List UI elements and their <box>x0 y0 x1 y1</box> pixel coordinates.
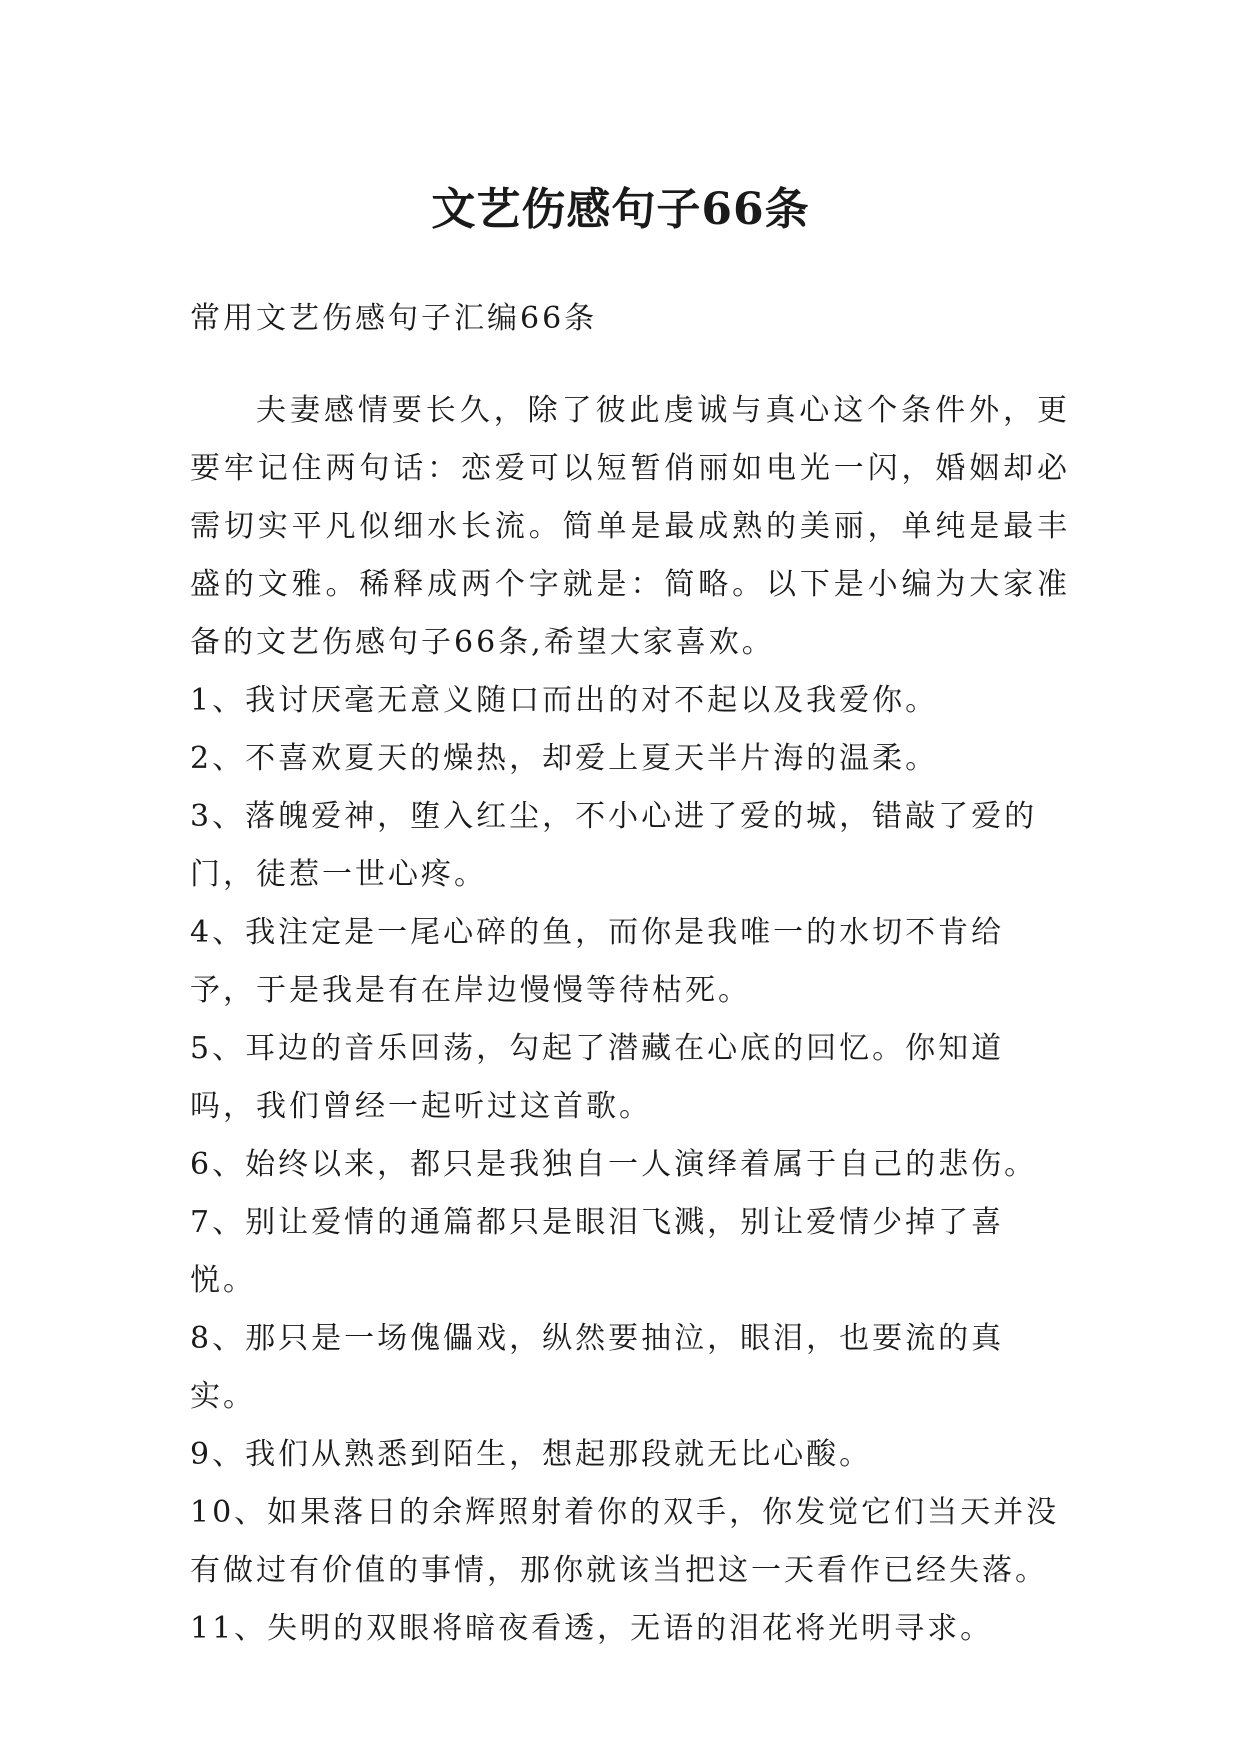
list-item: 8、那只是一场傀儡戏，纵然要抽泣，眼泪，也要流的真实。 <box>190 1321 1005 1414</box>
list-item: 10、如果落日的余辉照射着你的双手，你发觉它们当天并没有做过有价值的事情，那你就该当把这一天看作已经失落。 <box>190 1495 1060 1588</box>
list-item: 5、耳边的音乐回荡，勾起了潜藏在心底的回忆。你知道吗，我们曾经一起听过这首歌。 <box>190 1031 1005 1124</box>
list-item: 1、我讨厌毫无意义随口而出的对不起以及我爱你。 <box>190 683 939 718</box>
document-body <box>190 290 1070 1658</box>
list-item: 6、始终以来，都只是我独自一人演绎着属于自己的悲伤。 <box>190 1147 1038 1182</box>
list-item: 3、落魄爱神，堕入红尘，不小心进了爱的城，错敲了爱的门，徒惹一世心疼。 <box>190 799 1038 892</box>
list-item: 11、失明的双眼将暗夜看透，无语的泪花将光明寻求。 <box>190 1611 994 1646</box>
list-item: 9、我们从熟悉到陌生，想起那段就无比心酸。 <box>190 1437 873 1472</box>
list-item: 2、不喜欢夏天的燥热，却爱上夏天半片海的温柔。 <box>190 741 939 776</box>
document-subtitle: 常用文艺伤感句子汇编66条 <box>190 301 598 336</box>
intro-paragraph: 夫妻感情要长久，除了彼此虔诚与真心这个条件外，更要牢记住两句话：恋爱可以短暂俏丽如电光一闪，婚姻却必需切实平凡似细水长流。简单是最成熟的美丽，单纯是最丰盛的文雅。稀释成两个字就是：简略。以下是小编为大家准备的文艺伤感句子66条,希望大家喜欢。 <box>190 393 1070 660</box>
document-title: 文艺伤感句子66条 <box>431 184 810 236</box>
list-item: 7、别让爱情的通篇都只是眼泪飞溅，别让爱情少掉了喜悦。 <box>190 1205 1005 1298</box>
list-item: 4、我注定是一尾心碎的鱼，而你是我唯一的水切不肯给予，于是我是有在岸边慢慢等待枯死。 <box>190 915 1005 1008</box>
